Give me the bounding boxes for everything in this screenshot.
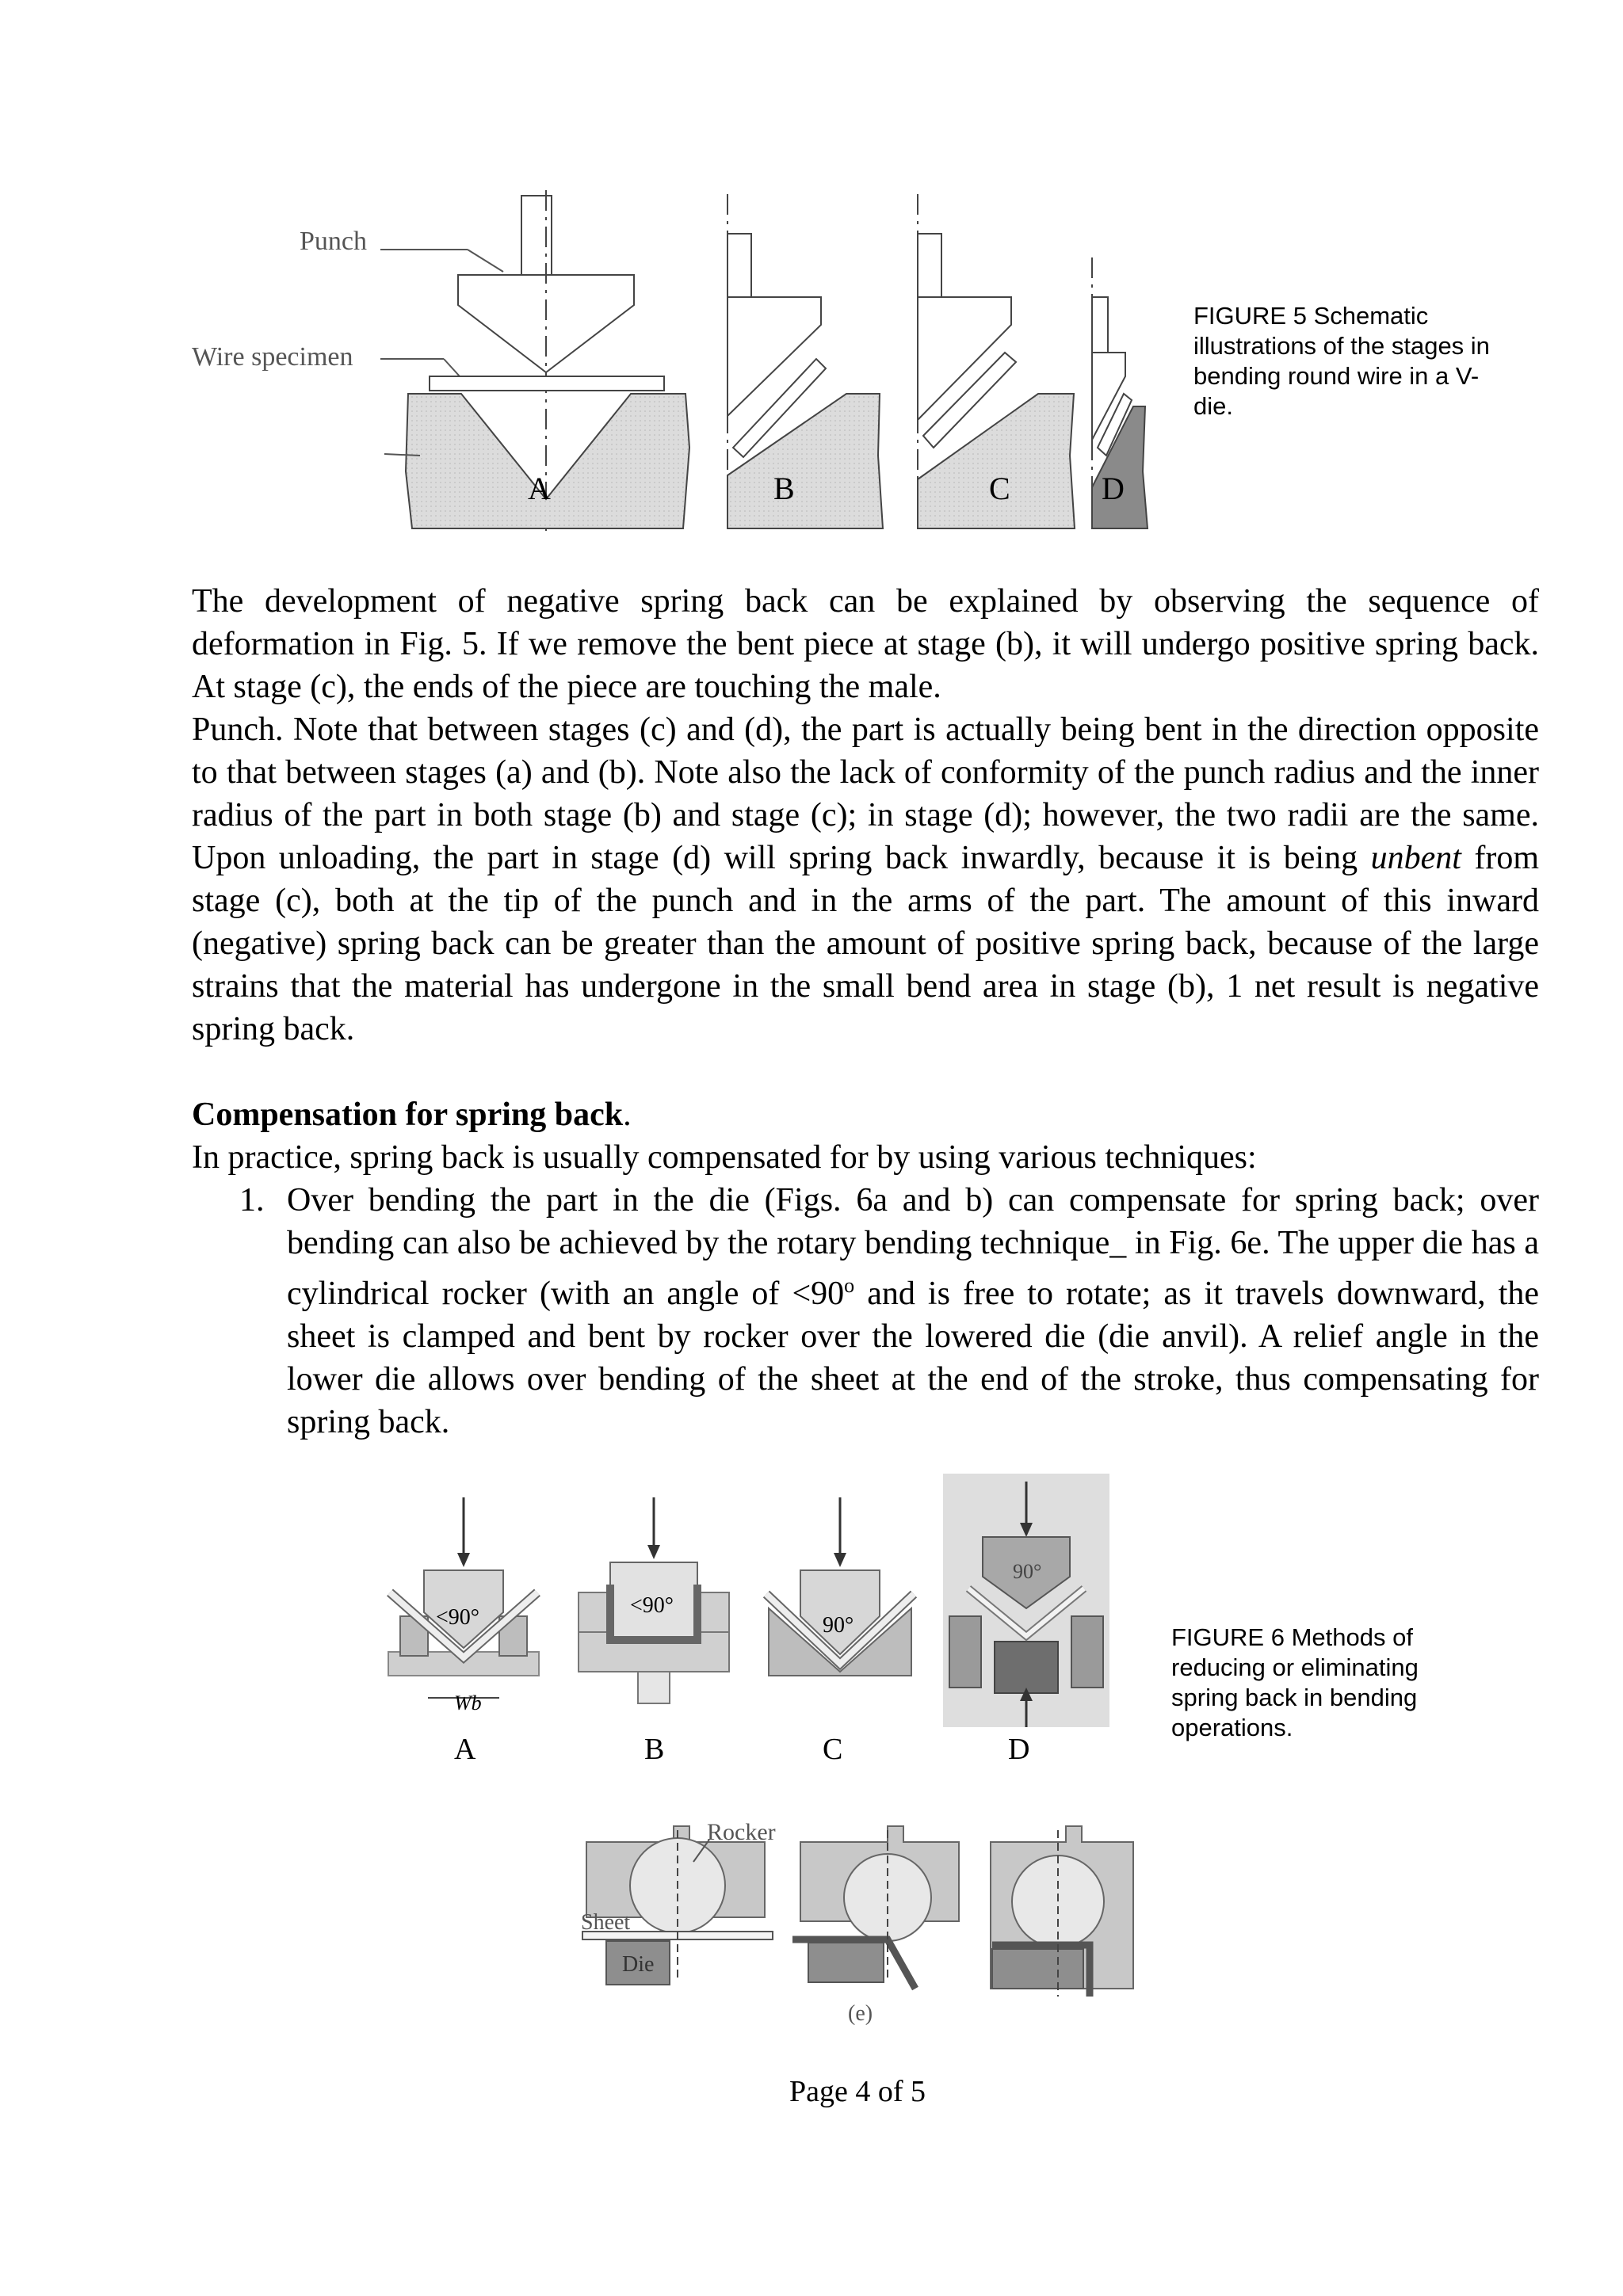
stage-label-b: B — [773, 471, 795, 506]
sheet-label: Sheet — [581, 1910, 631, 1935]
figure-6-c-drawing — [766, 1497, 914, 1676]
stage-label-c: C — [989, 471, 1010, 506]
section-heading-period: . — [623, 1097, 632, 1133]
list-item-text-2: and is free to rotate; as it travels downward, the sheet is clamped and bent by rocker over the lowered die (die anvil). A relief angle in the lower die allows over bending of the sheet at the end of the stroke, thus compensating for spring back. — [287, 1276, 1539, 1440]
paragraph-2 — [192, 708, 1539, 1051]
section-heading-text: Compensation for spring back — [192, 1097, 624, 1133]
fig6-angle-a: <90° — [436, 1605, 479, 1630]
stage-label-a: A — [528, 471, 551, 506]
paragraph-2-part-2: from stage (c), both at the tip of the punch and in the arms of the part. The amount of this inward (negative) spring back can be greater than the amount of positive spring back, because of the large strains that the material has undergone in the small bend area in stage (b), 1 net result is negative spring back. — [192, 840, 1539, 1047]
figure-6 — [380, 1474, 1141, 2028]
figure-5 — [182, 186, 1165, 535]
fig6-stage-a: A — [454, 1733, 476, 1766]
figure-6-illustration — [380, 1474, 1141, 2028]
compensation-section — [192, 1093, 1539, 1444]
sub-label-e: (e) — [848, 2001, 873, 2026]
punch-label: Punch — [300, 227, 367, 256]
figure-5-illustration — [182, 186, 1165, 535]
die-label: Die — [622, 1952, 655, 1977]
figure-6-b-drawing — [579, 1497, 729, 1703]
fig6-wb-label: Wb — [454, 1691, 482, 1714]
paragraph-2-part-1: Punch. Note that between stages (c) and (d), the part is actually being bent in the direction opposite to that between stages (a) and (b). Note also the lack of conformity of the punch radius and the inner radius of the part in both stage (b) and stage (c); in stage (d); however, the two radii are the same. Upon unloading, the part in stage (d) will spring back inwardly, because it is being — [192, 711, 1539, 876]
section-heading — [192, 1093, 1539, 1136]
fig6-stage-b: B — [644, 1733, 665, 1766]
page-number: Page 4 of 5 — [789, 2075, 926, 2108]
fig6-angle-c: 90° — [823, 1613, 854, 1638]
body-text — [192, 580, 1539, 1051]
degree-superscript: o — [844, 1274, 855, 1297]
stage-label-d: D — [1102, 471, 1125, 506]
fig6-angle-d: 90° — [1013, 1560, 1042, 1583]
stage-b-drawing — [727, 194, 883, 528]
figure-6-e-drawing — [581, 1819, 1133, 2026]
techniques-list — [192, 1179, 1539, 1444]
figure-5-caption: FIGURE 5 Schematic illustrations of the stages in bending round wire in a V-die. — [1193, 302, 1490, 420]
paragraph-1: The development of negative spring back can be explained by observing the sequence of deformation in Fig. 5. If we remove the bent piece at stage (b), it will undergo positive spring back. At stage (c), the ends of the piece are touching the male. — [192, 583, 1539, 705]
fig6-stage-d: D — [1008, 1733, 1030, 1766]
figure-6-d-drawing — [943, 1474, 1109, 1727]
figure-6-caption: FIGURE 6 Methods of reducing or eliminating spring back in bending operations. — [1171, 1623, 1419, 1741]
fig6-angle-b: <90° — [630, 1593, 674, 1618]
list-item — [192, 1179, 1539, 1444]
wire-specimen-label: Wire specimen — [192, 342, 353, 372]
intro-text: In practice, spring back is usually compensated for by using various techniques: — [192, 1139, 1257, 1176]
figure-6-a-drawing — [388, 1497, 539, 1714]
rocker-label: Rocker — [707, 1819, 776, 1845]
list-item-text-1: Over bending the part in the die (Figs. 6a and b) can compensate for spring back; over bending can also be achieved by the rotary bending technique_ in Fig. 6e. The upper die has a cylindrical rocker (with an angle of <90 — [287, 1182, 1539, 1312]
fig6-stage-c: C — [823, 1733, 843, 1766]
paragraph-2-italic: unbent — [1370, 840, 1461, 876]
list-item-number: 1. — [239, 1182, 265, 1219]
